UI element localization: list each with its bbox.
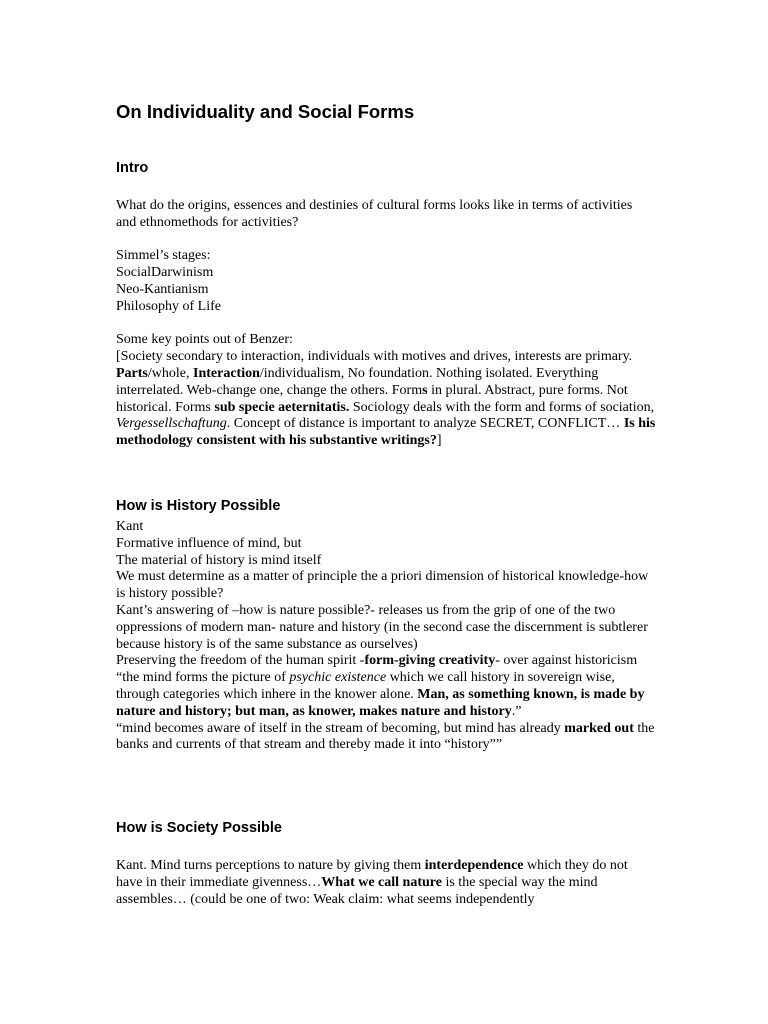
society-paragraph: Kant. Mind turns perceptions to nature by giving them interdependence which they do not have in their immediate givenness…What we call nature is the special way the mind assembles… (could be one of two: Weak claim: what seems independently — [116, 858, 628, 907]
stage-item: Philosophy of Life — [116, 298, 221, 314]
history-line: Kant’s answering of –how is nature possible?- releases us from the grip of one of the two oppressions of modern man- nature and history (in the second case the discernment is subtlerer because history is of the same substance as ourselves) — [116, 602, 648, 652]
history-line: We must determine as a matter of principle the a priori dimension of historical knowledge-how is history possible? — [116, 569, 649, 602]
stages-label: Simmel’s stages: — [116, 248, 211, 264]
intro-question: What do the origins, essences and destinies of cultural forms looks like in terms of activities and ethnomethods for activities? — [116, 198, 633, 230]
history-line: Formative influence of mind, but — [116, 535, 302, 551]
stage-item: SocialDarwinism — [116, 265, 214, 281]
section-heading-society: How is Society Possible — [116, 820, 282, 836]
section-heading-history: How is History Possible — [116, 498, 281, 514]
society-body — [116, 858, 656, 908]
history-quote: “mind becomes aware of itself in the stream of becoming, but mind has already marked out the banks and currents of that stream and thereby made it into “history”” — [116, 720, 655, 753]
stage-item: Neo-Kantianism — [116, 281, 209, 297]
history-body — [116, 519, 656, 754]
document-title: On Individuality and Social Forms — [116, 101, 415, 122]
history-line: The material of history is mind itself — [116, 552, 322, 568]
section-heading-intro: Intro — [116, 160, 149, 176]
intro-body — [116, 198, 656, 450]
history-line: Kant — [116, 519, 144, 534]
benzer-paragraph: [Society secondary to interaction, individuals with motives and drives, interests are primary. Parts/whole, Interaction/individualism, No foundation. Nothing isolated. Everything interrelated. Web-change one, change the others. Forms in plural. Abstract, pure forms. Not historical. Forms sub specie aeternitatis. Sociology deals with the form and forms of sociation, Vergessellschaftung. Concept of distance is important to analyze SECRET, CONFLICT… Is his methodology consistent with his substantive writings?] — [116, 349, 656, 449]
history-line: Preserving the freedom of the human spirit -form-giving creativity- over against historicism — [116, 653, 638, 669]
benzer-label: Some key points out of Benzer: — [116, 332, 293, 348]
history-quote: “the mind forms the picture of psychic existence which we call history in sovereign wise, through categories which inhere in the knower alone. Man, as something known, is made by nature and history; but man, as knower, makes nature and history.” — [116, 670, 645, 719]
